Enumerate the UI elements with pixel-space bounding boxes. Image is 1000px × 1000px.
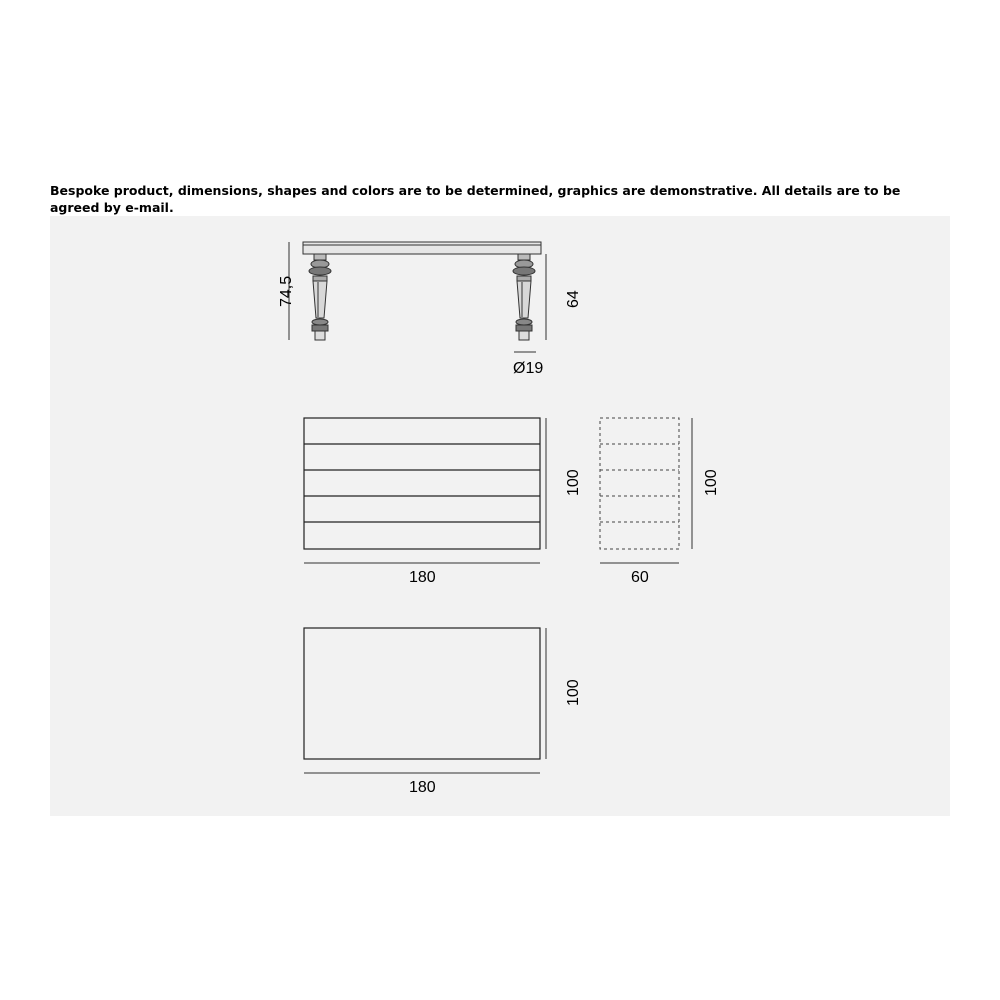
dim-height-leg: 64: [565, 290, 582, 308]
dim-width-solid: 180: [409, 779, 436, 796]
dim-depth-planks: 100: [565, 469, 582, 496]
right-leg: [513, 254, 535, 340]
plank-top-outline: [304, 418, 540, 549]
side-view: [600, 418, 720, 586]
front-elevation: [278, 242, 582, 377]
dim-depth-solid: 100: [565, 679, 582, 706]
plan-view-planks: [304, 418, 582, 586]
dim-width-planks: 180: [409, 569, 436, 586]
dim-height-total: 74,5: [278, 275, 295, 307]
left-leg: [309, 254, 331, 340]
dim-leg-diameter: Ø19: [513, 360, 544, 377]
disclaimer-text: Bespoke product, dimensions, shapes and colors are to be determined, graphics are demonstrative. All details are to be agreed by e-mail.: [50, 183, 901, 215]
table-top-elevation: [303, 242, 541, 254]
dim-width-side: 60: [631, 569, 649, 586]
plan-view-solid: [304, 628, 582, 796]
solid-top-outline: [304, 628, 540, 759]
dim-depth-side: 100: [703, 469, 720, 496]
side-outline: [600, 418, 679, 549]
